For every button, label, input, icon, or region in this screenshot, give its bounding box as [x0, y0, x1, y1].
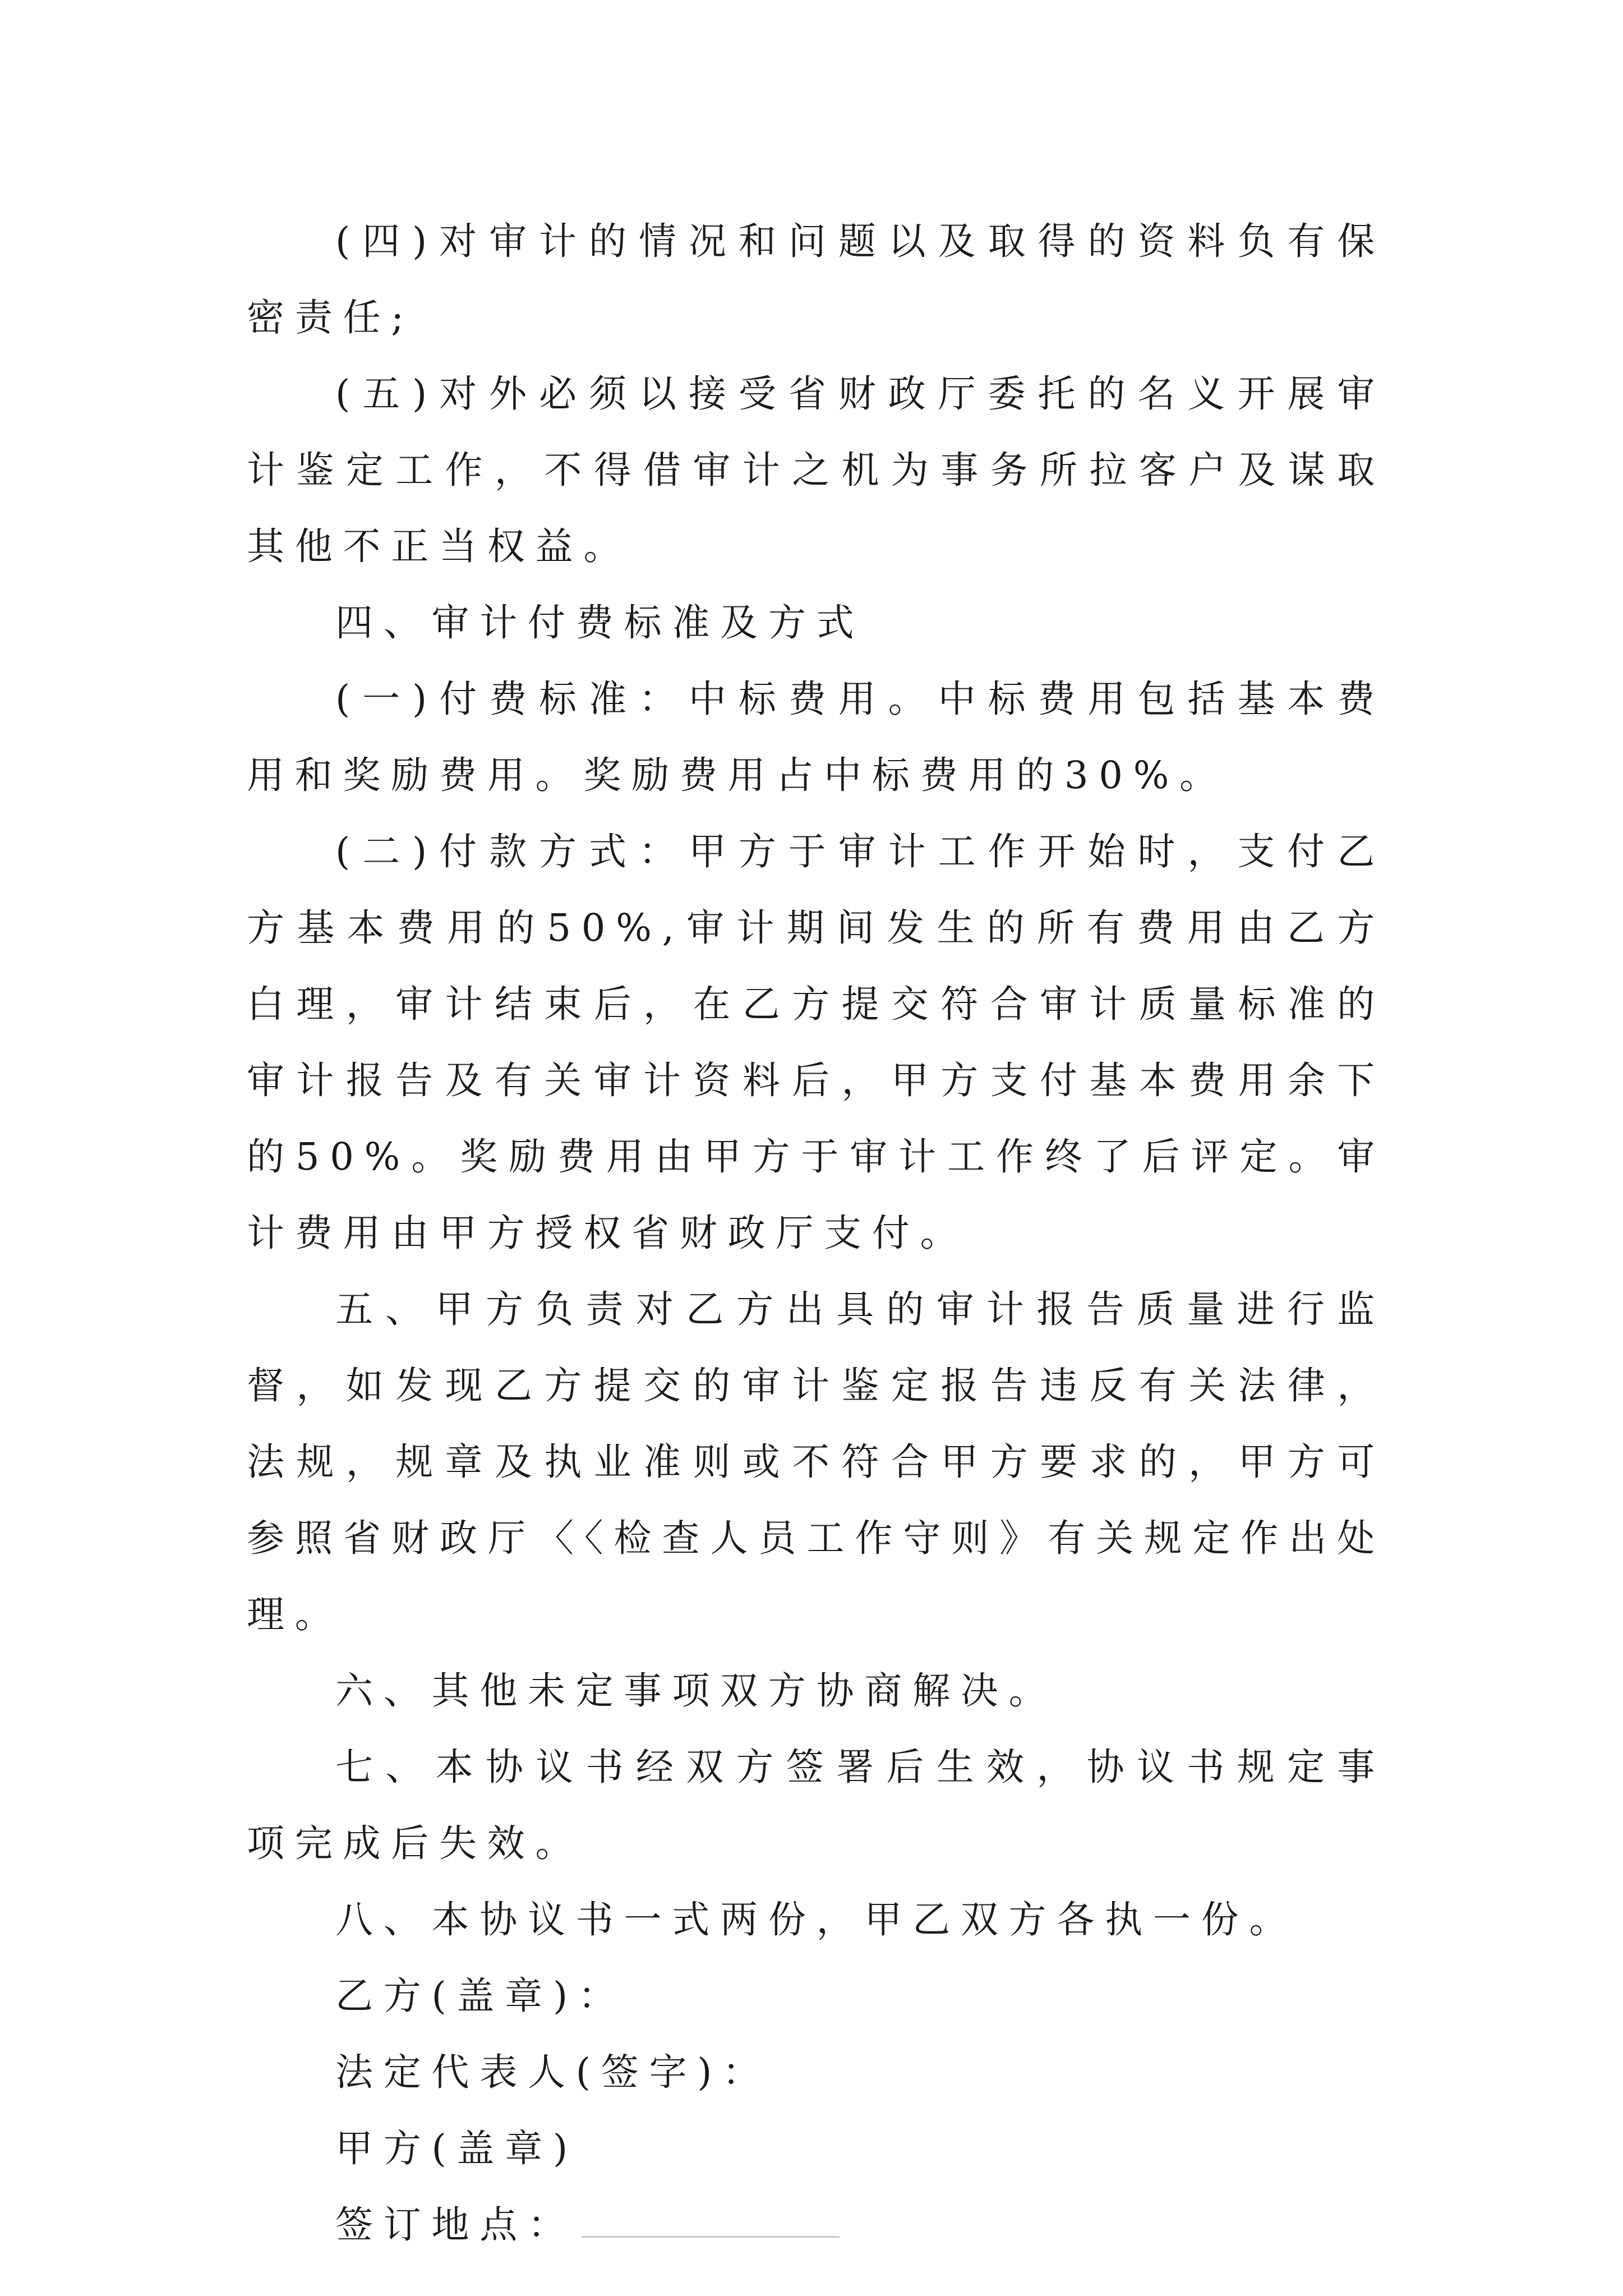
paragraph-confidentiality: (四)对审计的情况和问题以及取得的资料负有保密责任; — [247, 219, 1385, 339]
paragraph-entrusted-name: (五)对外必须以接受省财政厅委托的名义开展审计鉴定工作，不得借审计之机为事务所拉客户及谋取其他不正当权益。 — [247, 372, 1385, 568]
paragraph-supervision: 五、甲方负责对乙方出具的审计报告质量进行监督，如发现乙方提交的审计鉴定报告违反有关法律，法规，规章及执业准则或不符合甲方要求的，甲方可参照省财政厅〈〈检查人员工作守则》有关规定作出处理。 — [247, 1287, 1385, 1636]
signature-party-a: 甲方(盖章) — [335, 2127, 578, 2170]
paragraph-payment-method: (二)付款方式：甲方于审计工作开始时，支付乙方基本费用的50%,审计期间发生的所有费用由乙方白理，审计结束后，在乙方提交符合审计质量标准的审计报告及有关审计资料后，甲方支付基本费用余下的50%。奖励费用由甲方于审计工作终了后评定。审计费用由甲方授权省财政厅支付。 — [247, 830, 1385, 1255]
signature-place-label: 签订地点： — [335, 2203, 576, 2247]
signature-place-row — [247, 2187, 1385, 2263]
signature-party-b: 乙方(盖章)： — [335, 1974, 626, 2018]
signature-legal-rep: 法定代表人(签字)： — [335, 2050, 771, 2094]
paragraph-other-matters: 六、其他未定事项双方协商解决。 — [335, 1669, 1057, 1713]
paragraph-effectiveness: 七、本协议书经双方签署后生效，协议书规定事项完成后失效。 — [247, 1745, 1385, 1865]
signature-place-blank — [582, 2235, 840, 2238]
paragraph-copies: 八、本协议书一式两份，甲乙双方各执一份。 — [335, 1898, 1298, 1941]
paragraph-fee-standard: (一)付费标准：中标费用。中标费用包括基本费用和奖励费用。奖励费用占中标费用的30%。 — [247, 677, 1385, 797]
document-body — [247, 203, 1385, 2263]
section-heading-fees: 四、审计付费标准及方式 — [335, 601, 865, 645]
